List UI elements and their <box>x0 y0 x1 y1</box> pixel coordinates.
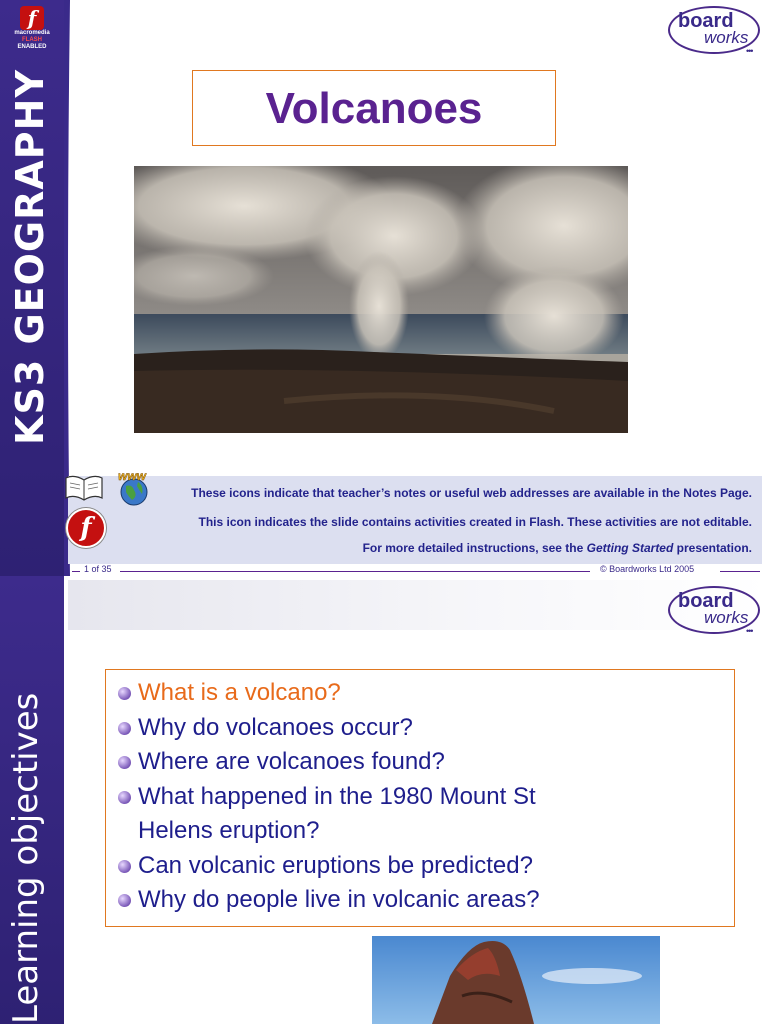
bullet-icon <box>118 687 131 700</box>
flash-enabled-logo <box>10 6 54 68</box>
bullet-icon <box>118 722 131 735</box>
brand-works: works <box>704 608 749 627</box>
page-number: 1 of 35 <box>80 564 116 574</box>
learning-objectives-slide <box>0 576 768 1024</box>
sidebar <box>0 0 64 576</box>
info-line-1: These icons indicate that teacher’s notes or useful web addresses are available in the Notes Page. <box>191 486 752 500</box>
flash-logo-line-2: FLASH <box>22 37 42 43</box>
bullet-icon <box>118 791 131 804</box>
brand-dots: ••• <box>746 46 753 56</box>
objective-item: Where are volcanoes found? <box>118 745 540 780</box>
flash-logo-line-3: ENABLED <box>17 44 47 50</box>
header-banner <box>68 580 768 630</box>
notes-info-band <box>68 476 762 564</box>
objective-item-continuation: Helens eruption? <box>138 817 320 844</box>
flash-logo-line-1: macromedia <box>14 30 50 36</box>
teacher-notes-book-icon <box>64 472 104 502</box>
brand-board: board <box>678 590 734 612</box>
footer-rule-mid <box>120 571 590 572</box>
sidebar-title: Learning objectives <box>6 692 46 1024</box>
title-box <box>192 70 556 146</box>
objectives-box <box>105 669 735 927</box>
getting-started-reference: Getting Started <box>586 541 674 555</box>
brand-board: board <box>678 10 734 32</box>
steam-plume-illustration <box>134 166 628 433</box>
boardworks-logo <box>668 586 764 638</box>
objective-item: What is a volcano? <box>118 676 540 711</box>
lava-rock-photo <box>372 936 660 1024</box>
boardworks-logo <box>668 6 764 58</box>
brand-works: works <box>704 28 749 47</box>
objective-item: What happened in the 1980 Mount St <box>118 780 540 815</box>
bullet-icon <box>118 894 131 907</box>
brand-dots: ••• <box>746 626 753 636</box>
bullet-icon <box>118 756 131 769</box>
objective-item: Why do volcanoes occur? <box>118 711 540 746</box>
flash-icon: f <box>20 6 44 30</box>
slide-title: Volcanoes <box>265 84 483 133</box>
footer-rule-right <box>720 571 760 572</box>
volcano-steam-photo <box>134 166 628 433</box>
copyright: © Boardworks Ltd 2005 <box>596 564 698 574</box>
objective-item: Can volcanic eruptions be predicted? <box>118 849 540 884</box>
sidebar <box>0 576 64 1024</box>
info-line-3: For more detailed instructions, see the Getting Started presentation. <box>362 541 752 555</box>
sidebar-title: KS3 GEOGRAPHY <box>8 69 52 445</box>
objective-item: Why do people live in volcanic areas? <box>118 883 540 918</box>
web-globe-icon <box>104 466 152 506</box>
lava-spire-illustration <box>372 936 660 1024</box>
bullet-icon <box>118 860 131 873</box>
info-line-2: This icon indicates the slide contains activities created in Flash. These activities are not editable. <box>198 515 752 529</box>
objectives-list <box>118 676 540 918</box>
flash-activity-icon: f <box>66 508 106 548</box>
svg-text:www: www <box>118 469 147 483</box>
